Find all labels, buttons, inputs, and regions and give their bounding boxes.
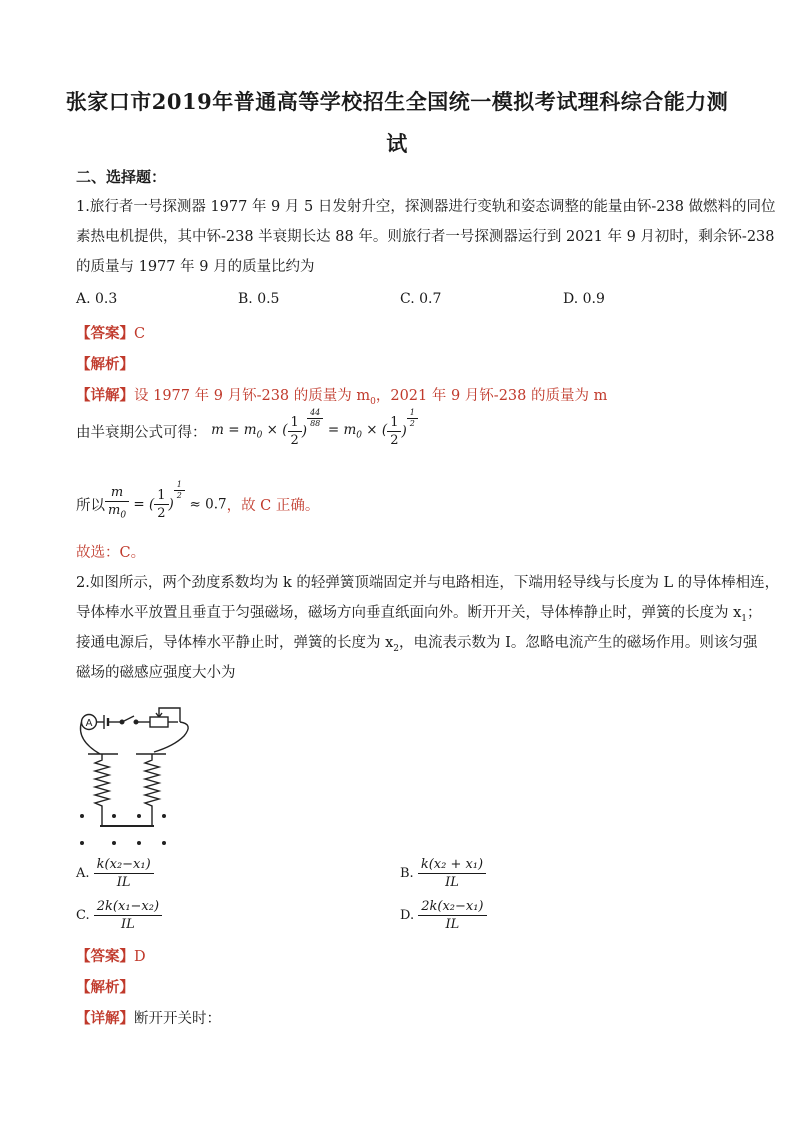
option-numerator: 2k(x₂−x₁): [418, 898, 486, 916]
option-denominator: IL: [445, 917, 460, 932]
section-heading: 二、选择题：: [76, 168, 167, 186]
option-letter: B.: [400, 866, 414, 881]
q2-answer: [76, 945, 146, 966]
answer-tag: 【答案】: [76, 325, 134, 342]
answer-value: C: [134, 326, 146, 342]
option-denominator: IL: [445, 875, 459, 890]
q1-option-b: B. 0.5: [238, 291, 280, 307]
detail-text: 断开开关时：: [134, 1011, 221, 1027]
option-letter: D.: [400, 908, 415, 923]
q1-formula-line: 由半衰期公式可得： $m = m_0$ × ( $\frac{1}{2}$ ) $\frac{44}{88}$ = $m_0$ × ( $\frac{1}{2}$ ) $\frac{1}{2}$: [76, 414, 418, 464]
q2-text-line4: 磁场的磁感应强度大小为: [76, 665, 236, 681]
q1-option-d: D. 0.9: [563, 291, 605, 307]
q1-text-line1: 1.旅行者一号探测器 1977 年 9 月 5 日发射升空，探测器进行变轨和姿态调整的能量由钚-238 做燃料的同位: [76, 199, 776, 215]
q1-text-line2: 素热电机提供，其中钚-238 半衰期长达 88 年。则旅行者一号探测器运行到 2021 年 9 月初时，剩余钚-238: [76, 229, 775, 245]
exp2-den: 2: [409, 419, 415, 428]
exp2-num: 1: [407, 408, 418, 419]
document-title-line2: 试: [386, 131, 408, 156]
svg-text:A: A: [85, 718, 93, 729]
detail-tag: 【详解】: [76, 1010, 134, 1027]
q1-ratio-line: 所以 $\frac{m}{m_0}$ = ( $\frac{1}{2}$ ) $\frac{1}{2}$ ≈ 0.7，故 C 正确。: [76, 480, 320, 521]
detail-tag: 【详解】: [76, 387, 134, 404]
option-denominator: IL: [116, 875, 131, 890]
q1-analysis-tag: 【解析】: [76, 356, 134, 373]
q1-option-a: A. 0.3: [76, 291, 118, 307]
q2-detail: [76, 1007, 221, 1028]
ratio-suffix: ≈ 0.7: [189, 496, 227, 513]
q2-option-b: [400, 856, 486, 891]
document-title-line1: 张家口市2019年普通高等学校招生全国统一模拟考试理科综合能力测: [65, 89, 729, 114]
ratio-conclusion: ，故 C 正确。: [226, 497, 320, 514]
option-numerator: 2k(x₁−x₂): [94, 898, 162, 916]
q2-analysis-tag: 【解析】: [76, 979, 134, 996]
q1-option-c: C. 0.7: [400, 291, 442, 307]
q2-line3-main: 接通电源后，导体棒水平静止时，弹簧的长度为 x: [76, 635, 394, 651]
option-letter: A.: [76, 866, 90, 881]
q1-answer: [76, 322, 145, 343]
q2-line2-main: 导体棒水平放置且垂直于匀强磁场，磁场方向垂直纸面向外。断开开关，导体棒静止时，弹簧的长度为 x: [76, 605, 742, 621]
answer-tag: 【答案】: [76, 948, 134, 965]
detail-text: 设 1977 年 9 月钚-238 的质量为 m: [134, 388, 371, 404]
option-denominator: IL: [121, 917, 135, 932]
q2-option-a: [76, 856, 154, 891]
q2-line3-end: ，电流表示数为 I。忽略电流产生的磁场作用。则该匀强: [399, 635, 758, 651]
q2-text-line1: 2.如图所示，两个劲度系数均为 k 的轻弹簧顶端固定并与电路相连，下端用轻导线与长度为 L 的导体棒相连，: [76, 575, 780, 591]
formula-prefix: 由半衰期公式可得：: [76, 425, 207, 441]
q1-detail: 【详解】设 1977 年 9 月钚-238 的质量为 $m_0$，2021 年 9 月钚-238 的质量为 m: [76, 387, 608, 407]
exp1-den: 88: [310, 419, 321, 428]
q2-line2-sub: 1: [741, 613, 748, 624]
option-letter: C.: [76, 908, 90, 923]
q2-line3-sub: 2: [393, 643, 400, 654]
circuit-diagram: [74, 700, 214, 852]
answer-value: D: [134, 949, 146, 965]
option-numerator: k(x₂ + x₁): [418, 856, 486, 874]
option-numerator: k(x₂−x₁): [94, 856, 154, 874]
q1-final: 故选：C。: [76, 545, 146, 561]
ratio-prefix: 所以: [76, 497, 105, 514]
q2-line2-end: ；: [747, 605, 762, 621]
detail-text2: ，2021 年 9 月钚-238 的质量为 m: [375, 388, 608, 404]
q2-option-d: [400, 898, 487, 933]
q2-option-c: [76, 898, 162, 933]
q1-text-line3: 的质量与 1977 年 9 月的质量比约为: [76, 259, 315, 275]
exp1-num: 44: [307, 408, 323, 419]
